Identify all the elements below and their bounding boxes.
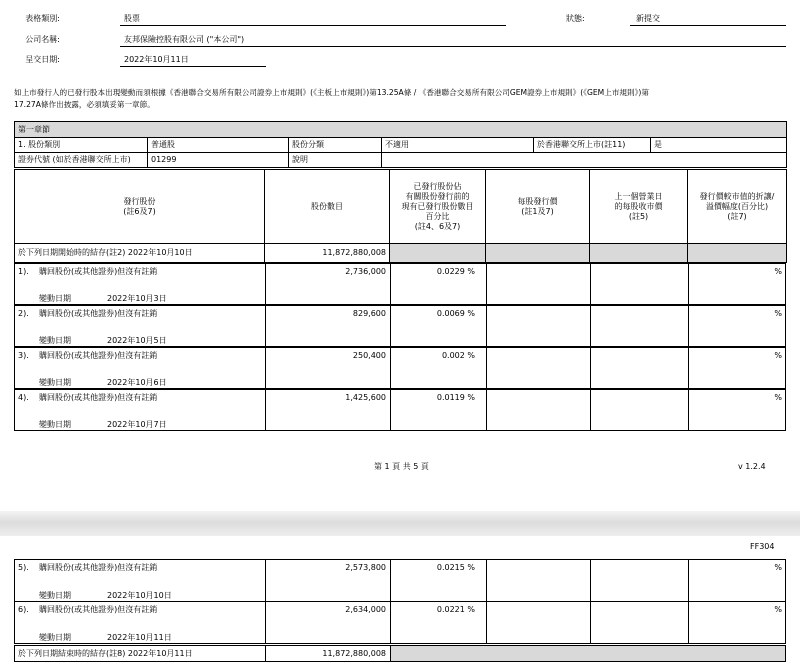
share-class-label: 1. 股份類別	[15, 138, 148, 153]
cell-divider	[590, 390, 591, 430]
row-description: 購回股份(或其他證券)但沒有註銷	[39, 605, 158, 614]
row-number: 4).	[18, 393, 29, 402]
row-share-count: 2,634,000	[345, 605, 386, 614]
page-separator	[0, 511, 800, 536]
form-version: v 1.2.4	[738, 462, 766, 471]
status-underline	[630, 25, 786, 26]
company-underline	[120, 46, 786, 47]
row-percentage: 0.0221 %	[436, 605, 475, 614]
movement-row	[14, 263, 786, 305]
share-class-value: 普通股	[148, 138, 289, 153]
change-date-label: 變動日期	[39, 420, 71, 429]
movement-row	[14, 305, 786, 347]
movement-row	[14, 559, 786, 602]
cell-divider	[486, 602, 487, 643]
row-number: 3).	[18, 351, 29, 360]
form-type-value: 股票	[124, 14, 140, 23]
intro-line-1: 如上市發行人的已發行股本出現變動而須根據《香港聯合交易所有限公司證券上市規則》(《主板上市規則》)第13.25A條 / 《香港聯合交易所有限公司GEM證券上市規則》(《GEM上市規則》)第	[14, 88, 649, 97]
row-percentage: 0.002 %	[441, 351, 475, 360]
row-discount-pct: %	[774, 309, 782, 318]
opening-shade-4	[688, 244, 787, 263]
company-label: 公司名稱:	[25, 35, 60, 44]
closing-balance-shares: 11,872,880,008	[322, 649, 386, 658]
cell-divider	[590, 306, 591, 346]
row-description: 購回股份(或其他證券)但沒有註銷	[39, 309, 158, 318]
opening-balance-shares: 11,872,880,008	[265, 244, 390, 263]
change-date-label: 變動日期	[39, 294, 71, 303]
row-percentage: 0.0069 %	[436, 309, 475, 318]
share-category-value: 不適用	[382, 138, 534, 153]
row-share-count: 2,573,800	[345, 563, 386, 572]
submit-date-label: 呈交日期:	[25, 55, 60, 64]
movement-row	[14, 601, 786, 644]
row-discount-pct: %	[774, 605, 782, 614]
page-number: 第 1 頁 共 5 頁	[374, 462, 429, 471]
row-percentage: 0.0119 %	[436, 393, 475, 402]
change-date-label: 變動日期	[39, 591, 71, 600]
submit-date-value: 2022年10月11日	[124, 55, 189, 64]
status-value: 新提交	[636, 14, 660, 23]
form-code: FF304	[750, 542, 775, 551]
row-description: 購回股份(或其他證券)但沒有註銷	[39, 393, 158, 402]
description-label: 說明	[289, 153, 382, 168]
form-type-label: 表格類別:	[25, 14, 60, 23]
change-date-value: 2022年10月10日	[107, 591, 172, 600]
row-description: 購回股份(或其他證券)但沒有註銷	[39, 351, 158, 360]
share-movement-table	[14, 169, 787, 263]
col-header-closing-price: 上一個營業日 的每股收市價 (註5)	[590, 170, 688, 244]
status-label: 狀態:	[566, 14, 585, 23]
change-date-value: 2022年10月6日	[107, 378, 167, 387]
change-date-value: 2022年10月5日	[107, 336, 167, 345]
closing-balance-label: 於下列日期結束時的結存(註8) 2022年10月11日	[18, 649, 193, 658]
row-description: 購回股份(或其他證券)但沒有註銷	[39, 563, 158, 572]
row-discount-pct: %	[774, 563, 782, 572]
row-share-count: 1,425,600	[345, 393, 386, 402]
row-number: 1).	[18, 267, 29, 276]
row-share-count: 250,400	[352, 351, 386, 360]
change-date-label: 變動日期	[39, 336, 71, 345]
stock-code-label: 證券代號 (如於香港聯交所上市)	[15, 153, 148, 168]
cell-divider	[590, 602, 591, 643]
change-date-value: 2022年10月7日	[107, 420, 167, 429]
opening-shade-1	[390, 244, 486, 263]
change-date-value: 2022年10月3日	[107, 294, 167, 303]
change-date-label: 變動日期	[39, 633, 71, 642]
row-percentage: 0.0229 %	[436, 267, 475, 276]
col-header-discount: 發行價較市值的折讓/ 溢價幅度(百分比) (註7)	[688, 170, 787, 244]
submit-date-underline	[120, 66, 266, 67]
row-description: 購回股份(或其他證券)但沒有註銷	[39, 267, 158, 276]
section-info-table	[14, 121, 787, 168]
cell-divider	[590, 560, 591, 601]
row-discount-pct: %	[774, 393, 782, 402]
col-header-percentage: 已發行股份佔 有關股份發行前的 現有已發行股份數目 百分比 (註4、6及7)	[390, 170, 486, 244]
row-discount-pct: %	[774, 267, 782, 276]
col-header-issue-price: 每股發行價 (註1及7)	[486, 170, 590, 244]
movement-row	[14, 389, 786, 431]
change-date-label: 變動日期	[39, 378, 71, 387]
closing-balance-row	[14, 645, 786, 662]
row-share-count: 829,600	[352, 309, 386, 318]
col-header-issued-shares: 發行股份 (註6及7)	[15, 170, 265, 244]
listed-label: 於香港聯交所上市(註11)	[534, 138, 651, 153]
row-discount-pct: %	[774, 351, 782, 360]
intro-line-2: 17.27A條作出披露，必須填妥第一章節。	[14, 100, 155, 109]
cell-divider	[590, 264, 591, 304]
cell-divider	[590, 348, 591, 388]
opening-balance-label: 於下列日期開始時的結存(註2) 2022年10月10日	[15, 244, 265, 263]
row-percentage: 0.0215 %	[436, 563, 475, 572]
cell-divider	[486, 306, 487, 346]
form-type-underline	[120, 25, 506, 26]
cell-divider	[486, 264, 487, 304]
share-category-label: 股份分類	[289, 138, 382, 153]
company-value: 友邦保險控股有限公司 ("本公司")	[124, 35, 245, 44]
stock-code-value: 01299	[148, 153, 289, 168]
opening-shade-3	[590, 244, 688, 263]
cell-divider	[486, 390, 487, 430]
movement-row	[14, 347, 786, 389]
row-number: 6).	[18, 605, 29, 614]
col-header-share-count: 股份數目	[265, 170, 390, 244]
section-title: 第一章節	[15, 122, 787, 138]
opening-shade-2	[486, 244, 590, 263]
description-value	[382, 153, 787, 168]
row-share-count: 2,736,000	[345, 267, 386, 276]
row-number: 5).	[18, 563, 29, 572]
cell-divider	[486, 560, 487, 601]
change-date-value: 2022年10月11日	[107, 633, 172, 642]
listed-value: 是	[651, 138, 787, 153]
closing-shade	[391, 646, 785, 661]
cell-divider	[486, 348, 487, 388]
row-number: 2).	[18, 309, 29, 318]
